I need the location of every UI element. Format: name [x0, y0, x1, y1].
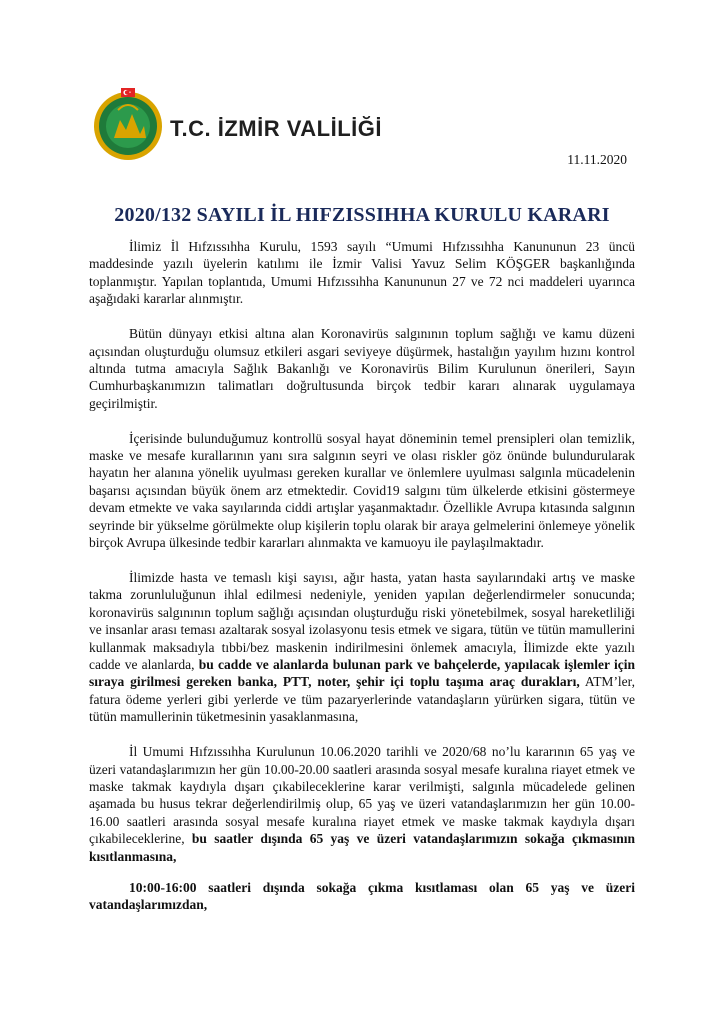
paragraph-6: [89, 879, 635, 914]
paragraph-text: Bütün dünyayı etkisi altına alan Koronavirüs salgınının toplum sağlığı ve kamu düzeni açısından oluşturduğu olumsuz etkileri asgari seviyeye düşürmek, hastalığın yayılım hızını kontrol altında tutma amacıyla Sağlık Bakanlığı ve Koronavirüs Bilim Kurulunun önerileri, Sayın Cumhurbaşkanımızın talimatları doğrultusunda birçok tedbir kararı alınarak uygulamaya geçirilmiştir.: [89, 326, 635, 411]
document-date: 11.11.2020: [567, 152, 627, 167]
paragraph-bold-text: bu cadde ve alanlarda bulunan park ve bahçelerde, yapılacak işlemler için sıraya girilmesi gereken banka, PTT, noter, şehir içi toplu taşıma araç durakları,: [89, 657, 635, 690]
izmir-governorship-seal-icon: [90, 86, 166, 162]
paragraph-bold-text: 10:00-16:00 saatleri dışında sokağa çıkma kısıtlaması olan 65 yaş ve üzeri vatandaşlarımızdan,: [89, 879, 635, 912]
paragraph-2: [89, 325, 635, 412]
paragraph-4: [89, 569, 635, 726]
paragraph-text: İçerisinde bulunduğumuz kontrollü sosyal hayat döneminin temel prensipleri olan temizlik, maske ve mesafe kurallarının yanı sıra salgının seyri ve olası riskler göz önünde bulundurularak hayatın her alanına yönelik uyulması gereken kurallar ve önlemlere uyulması salgınla mücadelenin başarısı açısından büyük önem arz etmektedir. Covid19 salgını tüm ülkelerde etkisini göstermeye devam etmekte ve vaka sayılarında ciddi artışlar yaşanmaktadır. Özellikle Avrupa kıtasında salgının seyrinde bir yükselme görülmekte olup kişilerin toplu olarak bir araya gelmelerini önlemeye yönelik birçok Avrupa ülkesinde tedbir kararları alınmakta ve kamuoyu ile paylaşılmaktadır.: [89, 430, 635, 551]
document-title: 2020/132 SAYILI İL HIFZISSIHHA KURULU KARARI: [114, 204, 610, 226]
paragraph-3: [89, 430, 635, 552]
paragraph-text: İlimizde hasta ve temaslı kişi sayısı, ağır hasta, yatan hasta sayılarındaki artış ve maske takma zorunluluğunun ihlal edilmesi nedeniyle, yeniden yapılan değerlendirmeler sonucunda; koronavirüs salgınının toplum sağlığı açısından oluşturduğu riski yönetebilmek, sosyal hareketliliği ve insanlar arası teması azaltarak sosyal izolasyonu tesis etmek ve sigara, tütün ve tütün mamullerini kullanmak maksadıyla tıbbi/bez maskenin indirilmesini önlemek amacıyla, İlimizde ekte yazılı cadde ve alanlarda,: [89, 570, 635, 673]
document-body: [89, 238, 635, 931]
paragraph-bold-text: bu saatler dışında 65 yaş ve üzeri vatandaşlarımızın sokağa çıkmasının kısıtlanmasına,: [89, 831, 635, 864]
paragraph-text: İl Umumi Hıfzıssıhha Kurulunun 10.06.2020 tarihli ve 2020/68 no’lu kararının 65 yaş ve üzeri vatandaşlarımızın her gün 10.00-20.00 saatleri arasında sosyal mesafe kuralına riayet etmek ve maske takmak kaydıyla dışarı çıkabileceklerine karar verilmişti, salgınla mücadelede gelinen aşamada bu husus tekrar değerlendirilmiş olup, 65 yaş ve üzeri vatandaşlarımızın her gün 10.00-16.00 saatleri arasında sosyal mesafe kuralına riayet etmek ve maske takmak kaydıyla dışarı çıkabileceklerine,: [89, 744, 635, 847]
paragraph-text: İlimiz İl Hıfzıssıhha Kurulu, 1593 sayılı “Umumi Hıfzıssıhha Kanununun 23 üncü maddesinde yazılı üyelerin katılımı ile İzmir Valisi Yavuz Selim KÖŞGER başkanlığında toplanmıştır. Yapılan toplantıda, Umumi Hıfzıssıhha Kanununun 27 ve 72 nci maddeleri uyarınca aşağıdaki kararlar alınmıştır.: [89, 239, 635, 307]
paragraph-5: [89, 743, 635, 865]
organization-name: T.C. İZMİR VALİLİĞİ: [170, 116, 382, 141]
paragraph-tail-text: ATM’ler, fatura ödeme yerleri gibi yerlerde ve tüm pazaryerlerinde vatandaşların yürürken sigara, tütün ve tütün mamullerinin tüketmesinin yasaklanmasına,: [89, 674, 636, 725]
paragraph-1: [89, 238, 635, 308]
